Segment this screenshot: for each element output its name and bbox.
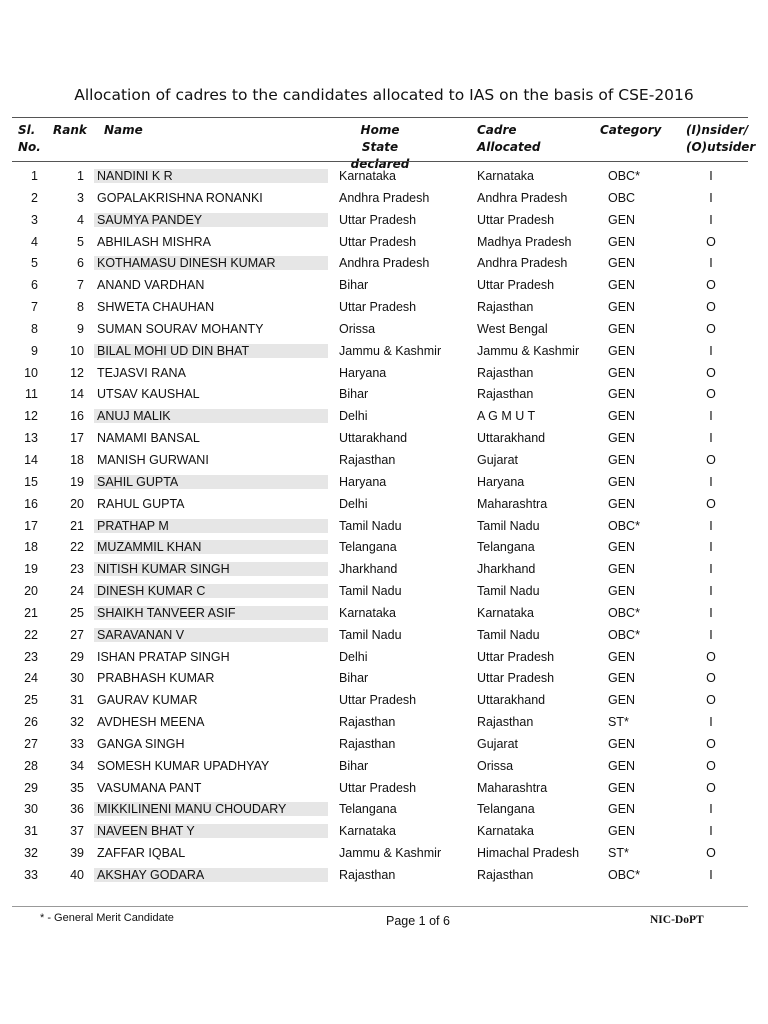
cell-rank: 1: [77, 169, 84, 183]
cell-cadre: Karnataka: [477, 824, 534, 839]
cell-cadre: Maharashtra: [477, 496, 548, 511]
cell-category: GEN: [608, 562, 636, 577]
cell-name: VASUMANA PANT: [97, 780, 202, 795]
cell-sl: 26: [24, 715, 38, 730]
cell-category: GEN: [608, 300, 636, 315]
cell-sl: 28: [24, 758, 38, 773]
cell-rank: 23: [70, 562, 84, 577]
cell-name: ISHAN PRATAP SINGH: [97, 649, 230, 664]
col-header-sl: [18, 122, 41, 156]
cell-state: Uttar Pradesh: [339, 693, 417, 708]
cell-name: SUMAN SOURAV MOHANTY: [97, 321, 264, 336]
cell-category: GEN: [608, 452, 636, 467]
cell-io: O: [706, 278, 716, 293]
cell-sl: 24: [24, 671, 38, 686]
cell-state: Telangana: [339, 802, 397, 817]
cell-category: GEN: [608, 780, 636, 795]
cell-state: Tamil Nadu: [339, 584, 402, 599]
cell-io: O: [706, 736, 716, 751]
table-row: [0, 494, 768, 516]
cell-category: GEN: [608, 584, 636, 599]
cell-state: Karnataka: [339, 169, 396, 183]
page-number: Page 1 of 6: [386, 914, 450, 928]
cell-sl: 20: [24, 584, 38, 599]
cell-cadre: Gujarat: [477, 736, 518, 751]
cell-state: Tamil Nadu: [339, 627, 402, 642]
cell-sl: 25: [24, 693, 38, 708]
cell-state: Uttar Pradesh: [339, 780, 417, 795]
cell-cadre: West Bengal: [477, 321, 548, 336]
cell-state: Jammu & Kashmir: [339, 343, 442, 358]
cell-category: GEN: [608, 431, 636, 446]
cell-name: GANGA SINGH: [97, 736, 185, 751]
cell-state: Haryana: [339, 365, 387, 380]
cell-rank: 17: [70, 431, 84, 446]
cell-cadre: Rajasthan: [477, 387, 534, 402]
cell-cadre: Haryana: [477, 474, 525, 489]
cell-io: O: [706, 846, 716, 861]
table-row: [0, 516, 768, 538]
cell-category: OBC*: [608, 518, 640, 533]
cell-state: Uttar Pradesh: [339, 212, 417, 227]
table-row: [0, 821, 768, 843]
cell-rank: 6: [77, 256, 84, 271]
cell-category: OBC: [608, 190, 636, 205]
cell-sl: 27: [24, 736, 38, 751]
cell-io: O: [706, 671, 716, 686]
cell-name: MANISH GURWANI: [97, 452, 209, 467]
cell-sl: 10: [24, 365, 38, 380]
cell-cadre: A G M U T: [477, 409, 536, 424]
table-row: [0, 537, 768, 559]
cell-cadre: Rajasthan: [477, 365, 534, 380]
cell-cadre: Karnataka: [477, 605, 534, 620]
cell-name: UTSAV KAUSHAL: [97, 387, 200, 402]
cell-category: GEN: [608, 212, 636, 227]
source-label: NIC-DoPT: [650, 914, 704, 926]
cell-rank: 5: [77, 234, 84, 249]
cell-rank: 8: [77, 300, 84, 315]
cell-category: GEN: [608, 802, 636, 817]
cell-cadre: Uttarakhand: [477, 693, 546, 708]
cell-cadre: Madhya Pradesh: [477, 234, 572, 249]
cell-sl: 17: [24, 518, 38, 533]
cell-sl: 29: [24, 780, 38, 795]
table-row: [0, 275, 768, 297]
cell-io: I: [709, 343, 713, 358]
cell-state: Delhi: [339, 409, 368, 424]
cell-cadre: Tamil Nadu: [477, 518, 540, 533]
cell-state: Rajasthan: [339, 736, 396, 751]
cell-cadre: Maharashtra: [477, 780, 548, 795]
cell-name: SAUMYA PANDEY: [94, 213, 328, 227]
cell-io: I: [709, 474, 713, 489]
cell-rank: 24: [70, 584, 84, 599]
cell-state: Karnataka: [339, 824, 396, 839]
cell-sl: 6: [31, 278, 38, 293]
cell-cadre: Tamil Nadu: [477, 584, 540, 599]
cell-name: NAMAMI BANSAL: [97, 431, 200, 446]
table-row: [0, 319, 768, 341]
col-header-cadre-line1: Cadre: [477, 123, 517, 137]
cell-cadre: Rajasthan: [477, 868, 534, 882]
cell-state: Karnataka: [339, 605, 396, 620]
cell-state: Andhra Pradesh: [339, 256, 430, 271]
cell-cadre: Uttar Pradesh: [477, 649, 555, 664]
cell-cadre: Jharkhand: [477, 562, 536, 577]
table-row: [0, 188, 768, 210]
cell-state: Telangana: [339, 540, 397, 555]
cell-sl: 7: [31, 300, 38, 315]
table-row: [0, 799, 768, 821]
cell-state: Rajasthan: [339, 452, 396, 467]
cell-rank: 7: [77, 278, 84, 293]
cell-io: O: [706, 300, 716, 315]
cell-sl: 11: [25, 387, 38, 402]
cell-cadre: Tamil Nadu: [477, 627, 540, 642]
cell-sl: 18: [24, 540, 38, 555]
cell-rank: 39: [70, 846, 84, 861]
table-row: [0, 472, 768, 494]
cell-io: O: [706, 234, 716, 249]
cell-name: SAHIL GUPTA: [94, 475, 328, 489]
cell-sl: 2: [31, 190, 38, 205]
cell-name: SOMESH KUMAR UPADHYAY: [97, 758, 270, 773]
cell-io: I: [709, 824, 713, 839]
cell-rank: 22: [70, 540, 84, 555]
table-row: [0, 647, 768, 669]
cell-state: Uttarakhand: [339, 431, 408, 446]
cell-sl: 33: [24, 868, 38, 882]
cell-io: O: [706, 496, 716, 511]
cell-io: I: [709, 868, 713, 882]
cell-cadre: Telangana: [477, 802, 535, 817]
cell-name: AKSHAY GODARA: [94, 868, 328, 882]
cell-name: ANAND VARDHAN: [97, 278, 205, 293]
table-row: [0, 712, 768, 734]
cell-cadre: Jammu & Kashmir: [477, 343, 580, 358]
cell-category: GEN: [608, 365, 636, 380]
cell-category: GEN: [608, 758, 636, 773]
cell-sl: 9: [31, 343, 38, 358]
table-row: [0, 384, 768, 406]
cell-sl: 5: [31, 256, 38, 271]
cell-name: GOPALAKRISHNA RONANKI: [97, 190, 263, 205]
cell-state: Orissa: [339, 321, 376, 336]
cell-rank: 35: [70, 780, 84, 795]
cell-cadre: Himachal Pradesh: [477, 846, 580, 861]
cell-name: MUZAMMIL KHAN: [94, 540, 328, 554]
cell-rank: 20: [70, 496, 84, 511]
cell-rank: 31: [70, 693, 84, 708]
table-row: [0, 625, 768, 647]
cell-io: I: [709, 715, 713, 730]
cell-io: I: [709, 169, 713, 183]
cell-io: O: [706, 452, 716, 467]
cell-name: PRABHASH KUMAR: [97, 671, 215, 686]
cell-sl: 30: [24, 802, 38, 817]
cell-sl: 19: [24, 562, 38, 577]
cell-rank: 32: [70, 715, 84, 730]
cell-rank: 25: [70, 605, 84, 620]
cell-io: O: [706, 321, 716, 336]
cell-state: Jharkhand: [339, 562, 398, 577]
cell-io: I: [709, 518, 713, 533]
col-header-cadre: [477, 122, 540, 156]
cell-rank: 16: [70, 409, 84, 424]
cell-rank: 30: [70, 671, 84, 686]
cell-sl: 22: [24, 627, 38, 642]
cell-category: GEN: [608, 693, 636, 708]
table-row: [0, 253, 768, 275]
cell-cadre: Andhra Pradesh: [477, 190, 568, 205]
cell-name: ANUJ MALIK: [94, 409, 328, 423]
col-header-io-line2: (O)utsider: [686, 140, 756, 154]
cell-state: Uttar Pradesh: [339, 300, 417, 315]
cell-rank: 10: [70, 343, 84, 358]
cell-rank: 18: [70, 452, 84, 467]
cell-sl: 13: [24, 431, 38, 446]
cell-io: I: [709, 190, 713, 205]
cell-category: GEN: [608, 540, 636, 555]
cell-cadre: Uttarakhand: [477, 431, 546, 446]
cell-io: I: [709, 212, 713, 227]
cell-name: TEJASVI RANA: [97, 365, 186, 380]
table-row: [0, 297, 768, 319]
cell-cadre: Rajasthan: [477, 715, 534, 730]
cell-sl: 14: [24, 452, 38, 467]
col-header-sl-line1: Sl.: [18, 123, 36, 137]
cell-state: Jammu & Kashmir: [339, 846, 442, 861]
cell-io: I: [709, 409, 713, 424]
cell-sl: 31: [24, 824, 38, 839]
table-row: [0, 363, 768, 385]
col-header-home-state-line2: declared: [350, 157, 410, 171]
cell-category: GEN: [608, 736, 636, 751]
footnote: * - General Merit Candidate: [40, 912, 174, 924]
cell-state: Rajasthan: [339, 868, 396, 882]
cell-state: Haryana: [339, 474, 387, 489]
cell-name: GAURAV KUMAR: [97, 693, 198, 708]
cell-name: DINESH KUMAR C: [94, 584, 328, 598]
col-header-home-state-line1: Home State: [360, 123, 400, 154]
cell-sl: 21: [24, 605, 38, 620]
table-row: [0, 668, 768, 690]
cell-sl: 12: [24, 409, 38, 424]
col-header-insider-outsider: [686, 122, 755, 156]
cell-io: I: [709, 627, 713, 642]
cell-state: Uttar Pradesh: [339, 234, 417, 249]
cell-state: Andhra Pradesh: [339, 190, 430, 205]
table-row: [0, 734, 768, 756]
cell-category: GEN: [608, 409, 636, 424]
cell-io: O: [706, 649, 716, 664]
cell-category: GEN: [608, 278, 636, 293]
cell-name: BILAL MOHI UD DIN BHAT: [94, 344, 328, 358]
cell-sl: 4: [31, 234, 38, 249]
table-row: [0, 603, 768, 625]
table-row: [0, 406, 768, 428]
table-row: [0, 843, 768, 865]
cell-io: O: [706, 387, 716, 402]
cell-category: ST*: [608, 846, 629, 861]
cell-cadre: Rajasthan: [477, 300, 534, 315]
cell-category: GEN: [608, 387, 636, 402]
cell-name: NAVEEN BHAT Y: [94, 824, 328, 838]
cell-cadre: Andhra Pradesh: [477, 256, 568, 271]
cell-name: RAHUL GUPTA: [97, 496, 185, 511]
table-row: [0, 559, 768, 581]
cell-cadre: Uttar Pradesh: [477, 278, 555, 293]
table-row: [0, 341, 768, 363]
cell-state: Bihar: [339, 671, 369, 686]
cell-state: Bihar: [339, 278, 369, 293]
cell-sl: 32: [24, 846, 38, 861]
cell-category: OBC*: [608, 627, 640, 642]
table-row: [0, 865, 768, 887]
cell-state: Tamil Nadu: [339, 518, 402, 533]
cell-name: SHAIKH TANVEER ASIF: [94, 606, 328, 620]
cell-state: Bihar: [339, 758, 369, 773]
table-row: [0, 166, 768, 188]
col-header-sl-line2: No.: [18, 140, 41, 154]
cell-rank: 34: [70, 758, 84, 773]
cell-rank: 3: [77, 190, 84, 205]
cell-state: Delhi: [339, 649, 368, 664]
cell-cadre: Telangana: [477, 540, 535, 555]
cell-rank: 21: [70, 518, 84, 533]
cell-category: GEN: [608, 321, 636, 336]
cell-sl: 15: [24, 474, 38, 489]
table-row: [0, 450, 768, 472]
table-row: [0, 756, 768, 778]
cell-rank: 19: [70, 474, 84, 489]
cell-cadre: Orissa: [477, 758, 514, 773]
cell-io: O: [706, 758, 716, 773]
cell-name: MIKKILINENI MANU CHOUDARY: [94, 802, 328, 816]
header-top-rule: [12, 117, 748, 118]
cell-sl: 8: [31, 321, 38, 336]
cell-rank: 37: [70, 824, 84, 839]
cell-name: SARAVANAN V: [94, 628, 328, 642]
cell-rank: 36: [70, 802, 84, 817]
cell-category: GEN: [608, 474, 636, 489]
cell-name: ZAFFAR IQBAL: [97, 846, 186, 861]
cell-name: NANDINI K R: [94, 169, 328, 183]
cell-name: KOTHAMASU DINESH KUMAR: [94, 256, 328, 270]
document-title: Allocation of cadres to the candidates allocated to IAS on the basis of CSE-2016: [74, 86, 694, 104]
cell-category: GEN: [608, 671, 636, 686]
cell-state: Delhi: [339, 496, 368, 511]
header-bottom-rule: [12, 161, 748, 162]
table-row: [0, 232, 768, 254]
cell-io: O: [706, 365, 716, 380]
cell-io: I: [709, 540, 713, 555]
cell-sl: 1: [31, 169, 38, 183]
cell-category: GEN: [608, 343, 636, 358]
table-row: [0, 690, 768, 712]
cell-rank: 27: [70, 627, 84, 642]
table-row: [0, 428, 768, 450]
cell-category: GEN: [608, 649, 636, 664]
cell-rank: 33: [70, 736, 84, 751]
cell-rank: 29: [70, 649, 84, 664]
cell-name: NITISH KUMAR SINGH: [94, 562, 328, 576]
cell-io: I: [709, 802, 713, 817]
cell-category: GEN: [608, 824, 636, 839]
cell-state: Bihar: [339, 387, 369, 402]
cell-io: I: [709, 605, 713, 620]
col-header-io-line1: (I)nsider/: [686, 123, 749, 137]
cell-category: ST*: [608, 715, 629, 730]
cell-category: OBC*: [608, 868, 640, 882]
cell-io: O: [706, 693, 716, 708]
cell-rank: 40: [70, 868, 84, 882]
allocation-table: [0, 166, 768, 887]
cell-sl: 3: [31, 212, 38, 227]
cell-rank: 14: [70, 387, 84, 402]
col-header-category: Category: [600, 123, 662, 137]
cell-io: I: [709, 431, 713, 446]
cell-category: OBC*: [608, 605, 640, 620]
cell-state: Rajasthan: [339, 715, 396, 730]
cell-io: I: [709, 584, 713, 599]
cell-io: I: [709, 256, 713, 271]
cell-io: I: [709, 562, 713, 577]
col-header-rank: Rank: [53, 123, 87, 137]
cell-sl: 16: [24, 496, 38, 511]
table-row: [0, 581, 768, 603]
table-row: [0, 210, 768, 232]
cell-rank: 4: [77, 212, 84, 227]
footer-rule: [12, 906, 748, 907]
cell-name: AVDHESH MEENA: [97, 715, 205, 730]
cell-sl: 23: [24, 649, 38, 664]
cell-cadre: Uttar Pradesh: [477, 671, 555, 686]
cell-io: O: [706, 780, 716, 795]
cell-name: SHWETA CHAUHAN: [97, 300, 215, 315]
cell-category: GEN: [608, 234, 636, 249]
cell-cadre: Gujarat: [477, 452, 518, 467]
cell-cadre: Karnataka: [477, 169, 534, 183]
cell-cadre: Uttar Pradesh: [477, 212, 555, 227]
cell-name: PRATHAP M: [94, 519, 328, 533]
cell-category: GEN: [608, 256, 636, 271]
cell-rank: 9: [77, 321, 84, 336]
cell-category: GEN: [608, 496, 636, 511]
cell-name: ABHILASH MISHRA: [97, 234, 211, 249]
col-header-name: Name: [104, 123, 143, 137]
col-header-cadre-line2: Allocated: [477, 140, 541, 154]
cell-rank: 12: [70, 365, 84, 380]
table-row: [0, 778, 768, 800]
cell-category: OBC*: [608, 169, 640, 183]
